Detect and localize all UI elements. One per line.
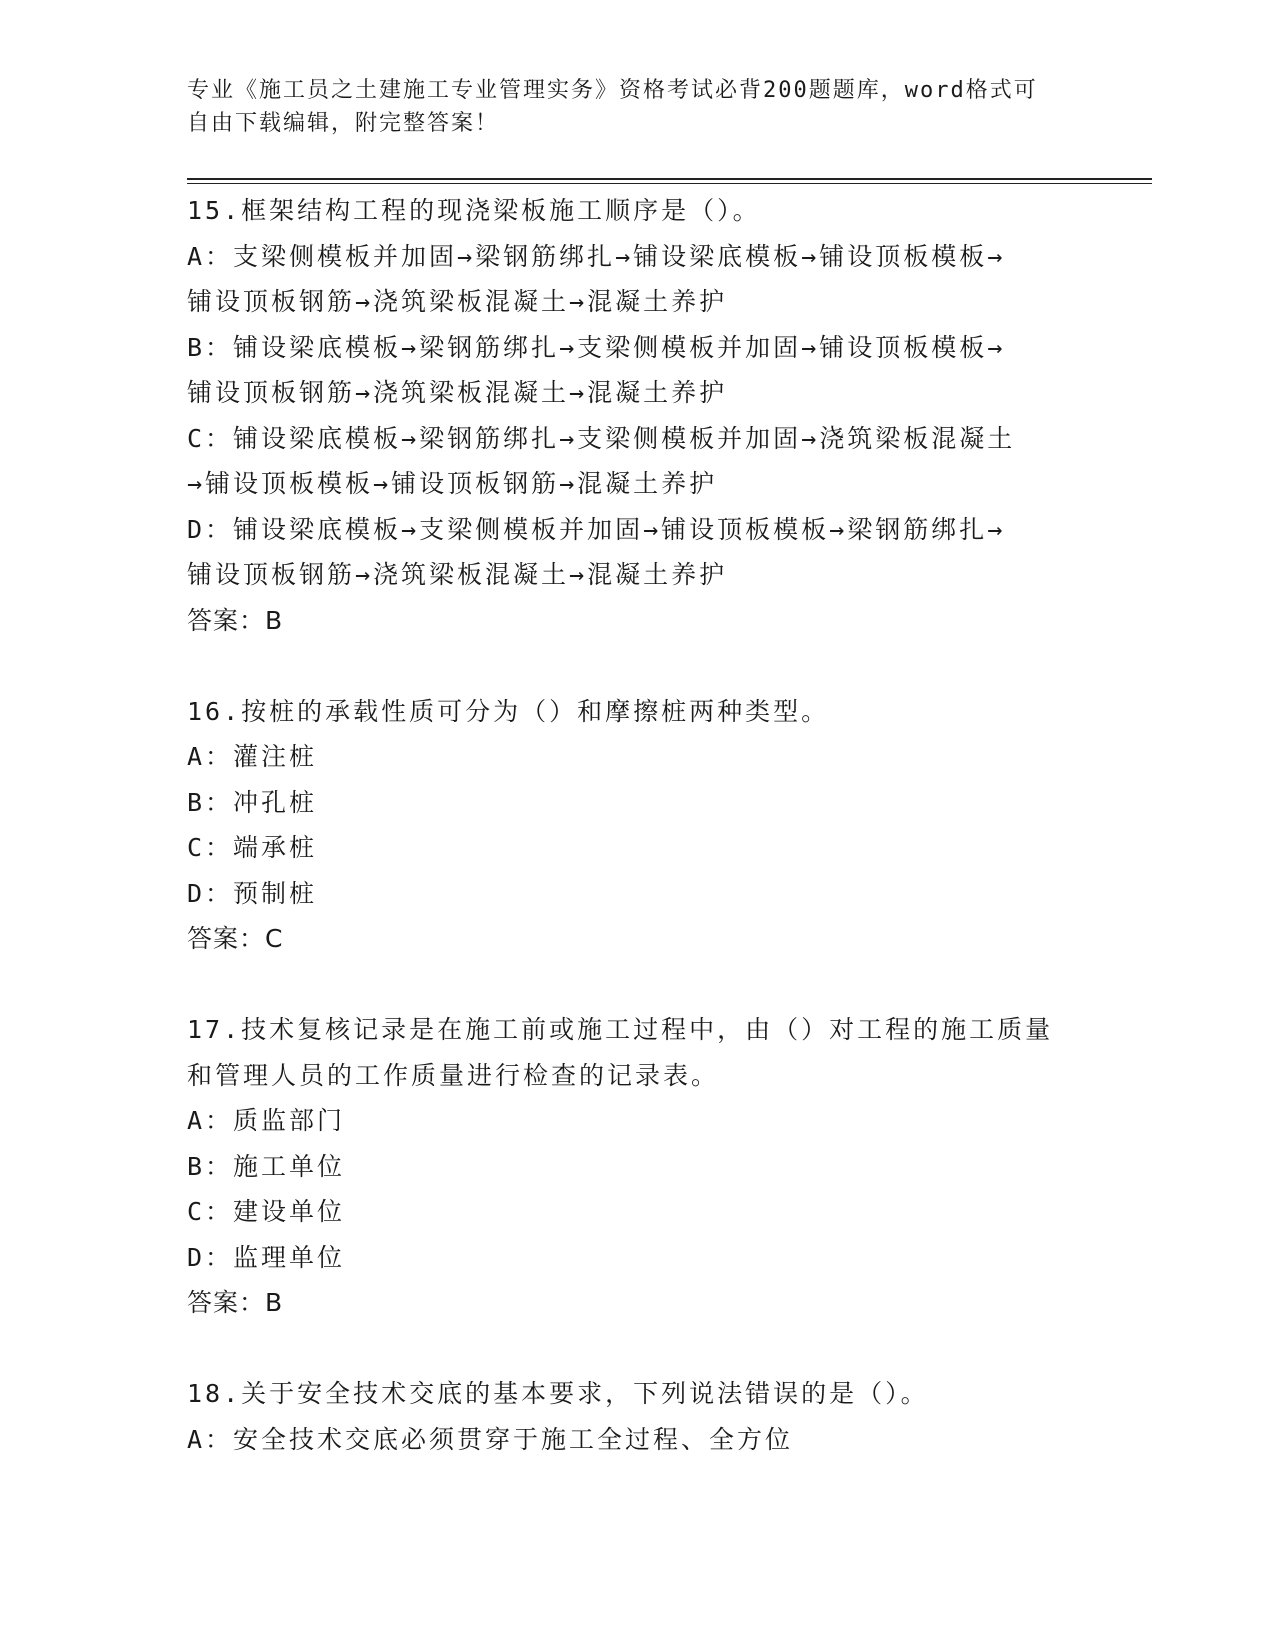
option-a: A：质监部门 <box>187 1106 346 1135</box>
question-stem: 18.关于安全技术交底的基本要求，下列说法错误的是（）。 <box>187 1379 929 1408</box>
option-a: A：安全技术交底必须贯穿于施工全过程、全方位 <box>187 1424 794 1454</box>
option-d: D：预制桩 <box>187 878 318 908</box>
option-a-continued: 铺设顶板钢筋→浇筑梁板混凝土→混凝土养护 <box>187 287 728 316</box>
option-c: C：端承桩 <box>187 833 318 862</box>
option-c: C：建设单位 <box>187 1197 346 1226</box>
spacer <box>187 962 1087 1008</box>
question-15 <box>187 188 1087 643</box>
header-line-2: 自由下载编辑，附完整答案！ <box>187 111 500 136</box>
option-c-continued: →铺设顶板模板→铺设顶板钢筋→混凝土养护 <box>187 469 718 498</box>
question-16 <box>187 689 1087 962</box>
option-a: A：灌注桩 <box>187 742 318 771</box>
option-b: B：铺设梁底模板→梁钢筋绑扎→支梁侧模板并加固→铺设顶板模板→ <box>187 332 1006 362</box>
spacer <box>187 1326 1087 1372</box>
header-rule-thin <box>187 183 1152 184</box>
option-b: B：施工单位 <box>187 1151 346 1181</box>
header-rule-thick <box>187 178 1152 180</box>
answer: 答案：C <box>187 924 284 953</box>
question-list <box>187 188 1087 1462</box>
spacer <box>187 643 1087 689</box>
option-d-continued: 铺设顶板钢筋→浇筑梁板混凝土→混凝土养护 <box>187 560 728 589</box>
option-b-continued: 铺设顶板钢筋→浇筑梁板混凝土→混凝土养护 <box>187 378 728 407</box>
question-18 <box>187 1371 1087 1462</box>
option-a: A：支梁侧模板并加固→梁钢筋绑扎→铺设梁底模板→铺设顶板模板→ <box>187 241 1006 271</box>
option-c: C：铺设梁底模板→梁钢筋绑扎→支梁侧模板并加固→浇筑梁板混凝土 <box>187 423 1016 453</box>
question-17 <box>187 1007 1087 1326</box>
option-b: B：冲孔桩 <box>187 787 318 817</box>
question-stem: 15.框架结构工程的现浇梁板施工顺序是（）。 <box>187 196 761 225</box>
question-stem-continued: 和管理人员的工作质量进行检查的记录表。 <box>187 1060 720 1090</box>
question-stem: 16.按桩的承载性质可分为（）和摩擦桩两种类型。 <box>187 696 830 726</box>
option-d: D：铺设梁底模板→支梁侧模板并加固→铺设顶板模板→梁钢筋绑扎→ <box>187 514 1006 544</box>
question-stem: 17.技术复核记录是在施工前或施工过程中，由（）对工程的施工质量 <box>187 1015 1054 1044</box>
answer: 答案：B <box>187 605 284 635</box>
option-d: D：监理单位 <box>187 1242 346 1272</box>
header-line-1: 专业《施工员之土建施工专业管理实务》资格考试必背200题题库，word格式可 <box>187 78 1038 103</box>
document-header <box>187 74 1067 140</box>
answer: 答案：B <box>187 1288 284 1317</box>
